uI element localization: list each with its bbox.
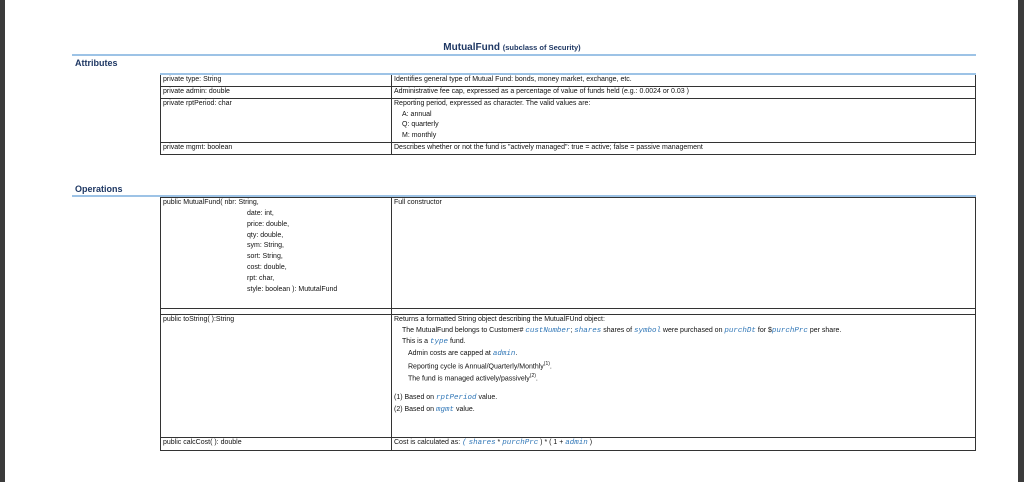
footnote-line (394, 393, 975, 405)
table-row (161, 198, 976, 309)
text-span: per share. (807, 326, 842, 334)
text-span: ) * ( 1 + (538, 439, 566, 446)
footnote-ref: (1) (543, 360, 550, 367)
left-frame-bar (0, 0, 5, 482)
right-frame-bar (1018, 0, 1024, 482)
op-param: date: int, (247, 209, 274, 217)
text-span: shares of (601, 326, 634, 334)
table-row (161, 98, 976, 142)
attr-desc-line: Q: quarterly (402, 121, 439, 129)
text-span: Admin costs are capped at (408, 350, 493, 358)
op-desc-line (394, 337, 975, 349)
text-span: . (515, 350, 518, 358)
text-span: for $ (755, 326, 772, 334)
op-param: price: double, (247, 220, 290, 228)
op-sig: public toString( ):String (161, 315, 392, 438)
op-param: cost: double, (247, 264, 287, 272)
attr-sig: private rptPeriod: char (161, 98, 392, 142)
op-param: rpt: char, (247, 274, 275, 282)
table-row (161, 438, 976, 451)
table-row (161, 143, 976, 155)
attr-desc-line: A: annual (402, 110, 432, 118)
code-token: type (430, 338, 449, 347)
op-desc (392, 438, 976, 451)
code-token: admin (492, 350, 516, 359)
attr-desc: Identifies general type of Mutual Fund: bonds, money market, exchange, etc. (392, 74, 976, 86)
class-subtitle: (subclass of Security) (502, 43, 581, 52)
text-span: were purchased on (660, 326, 725, 334)
attr-sig: private admin: double (161, 86, 392, 98)
code-token: symbol (633, 326, 661, 335)
op-desc-line (394, 373, 975, 385)
spacer (394, 385, 975, 393)
text-span: . (549, 363, 552, 371)
attr-desc: Administrative fee cap, expressed as a percentage of value of funds held (e.g.: 0.0024 or 0.03 ) (392, 86, 976, 98)
code-token: custNumber (525, 326, 571, 335)
text-span: ; (570, 326, 575, 334)
op-desc-line (394, 361, 975, 373)
attributes-table (160, 73, 976, 155)
code-token: shares (574, 326, 602, 335)
op-param: qty: double, (247, 231, 284, 239)
text-span: ) (587, 439, 593, 446)
attr-desc (392, 98, 976, 142)
attr-sig: private mgmt: boolean (161, 143, 392, 155)
operations-table (160, 197, 976, 451)
text-span: (2) Based on (394, 405, 437, 413)
op-desc (392, 315, 976, 438)
op-param: style: boolean ): MututalFund (247, 285, 338, 293)
op-sig: public calcCost( ): double (161, 438, 392, 451)
attr-desc: Describes whether or not the fund is "actively managed": true = active; false = passive management (392, 143, 976, 155)
text-span: The fund is managed actively/passively (408, 375, 530, 383)
attributes-rule (72, 54, 976, 56)
attributes-label: Attributes (75, 58, 118, 68)
op-desc: Full constructor (392, 198, 976, 309)
text-span: Cost is calculated as: (394, 439, 463, 446)
text-span: * (495, 439, 503, 446)
table-row (161, 315, 976, 438)
code-token: shares (468, 439, 496, 447)
text-span: fund. (448, 338, 466, 346)
class-name: MutualFund (443, 42, 500, 53)
op-sig (161, 198, 392, 309)
text-span: value. (454, 405, 475, 413)
table-row (161, 86, 976, 98)
attr-desc-line: M: monthly (402, 132, 437, 140)
code-token: mgmt (436, 405, 455, 414)
op-desc-line (394, 349, 975, 361)
code-token: purchPrc (502, 439, 539, 447)
text-span: The MutualFund belongs to Customer# (402, 326, 526, 334)
attr-sig: private type: String (161, 74, 392, 86)
op-sig-line: public MutualFund( nbr: String, (163, 199, 259, 206)
text-span: value. (476, 394, 498, 402)
footnote-line (394, 405, 975, 417)
op-param: sort: String, (247, 253, 283, 261)
table-row (161, 74, 976, 86)
code-token: rptPeriod (436, 394, 477, 403)
op-desc-line (394, 326, 975, 338)
text-span: This is a (402, 338, 431, 346)
code-token: purchPrc (771, 326, 808, 335)
code-token: purchDt (724, 326, 756, 335)
text-span: Reporting cycle is Annual/Quarterly/Monthly (408, 363, 544, 371)
attr-desc-line: Reporting period, expressed as character. The valid values are: (394, 99, 591, 107)
code-token: ( (462, 439, 467, 447)
class-title (0, 42, 1024, 53)
text-span: . (535, 375, 538, 383)
footnote-ref: (2) (529, 372, 536, 379)
op-param: sym: String, (247, 242, 284, 250)
code-token: admin (565, 439, 588, 447)
text-span: (1) Based on (394, 394, 437, 402)
op-desc-line: Returns a formatted String object describing the MutualFUnd object: (394, 316, 605, 323)
operations-label: Operations (75, 184, 123, 194)
